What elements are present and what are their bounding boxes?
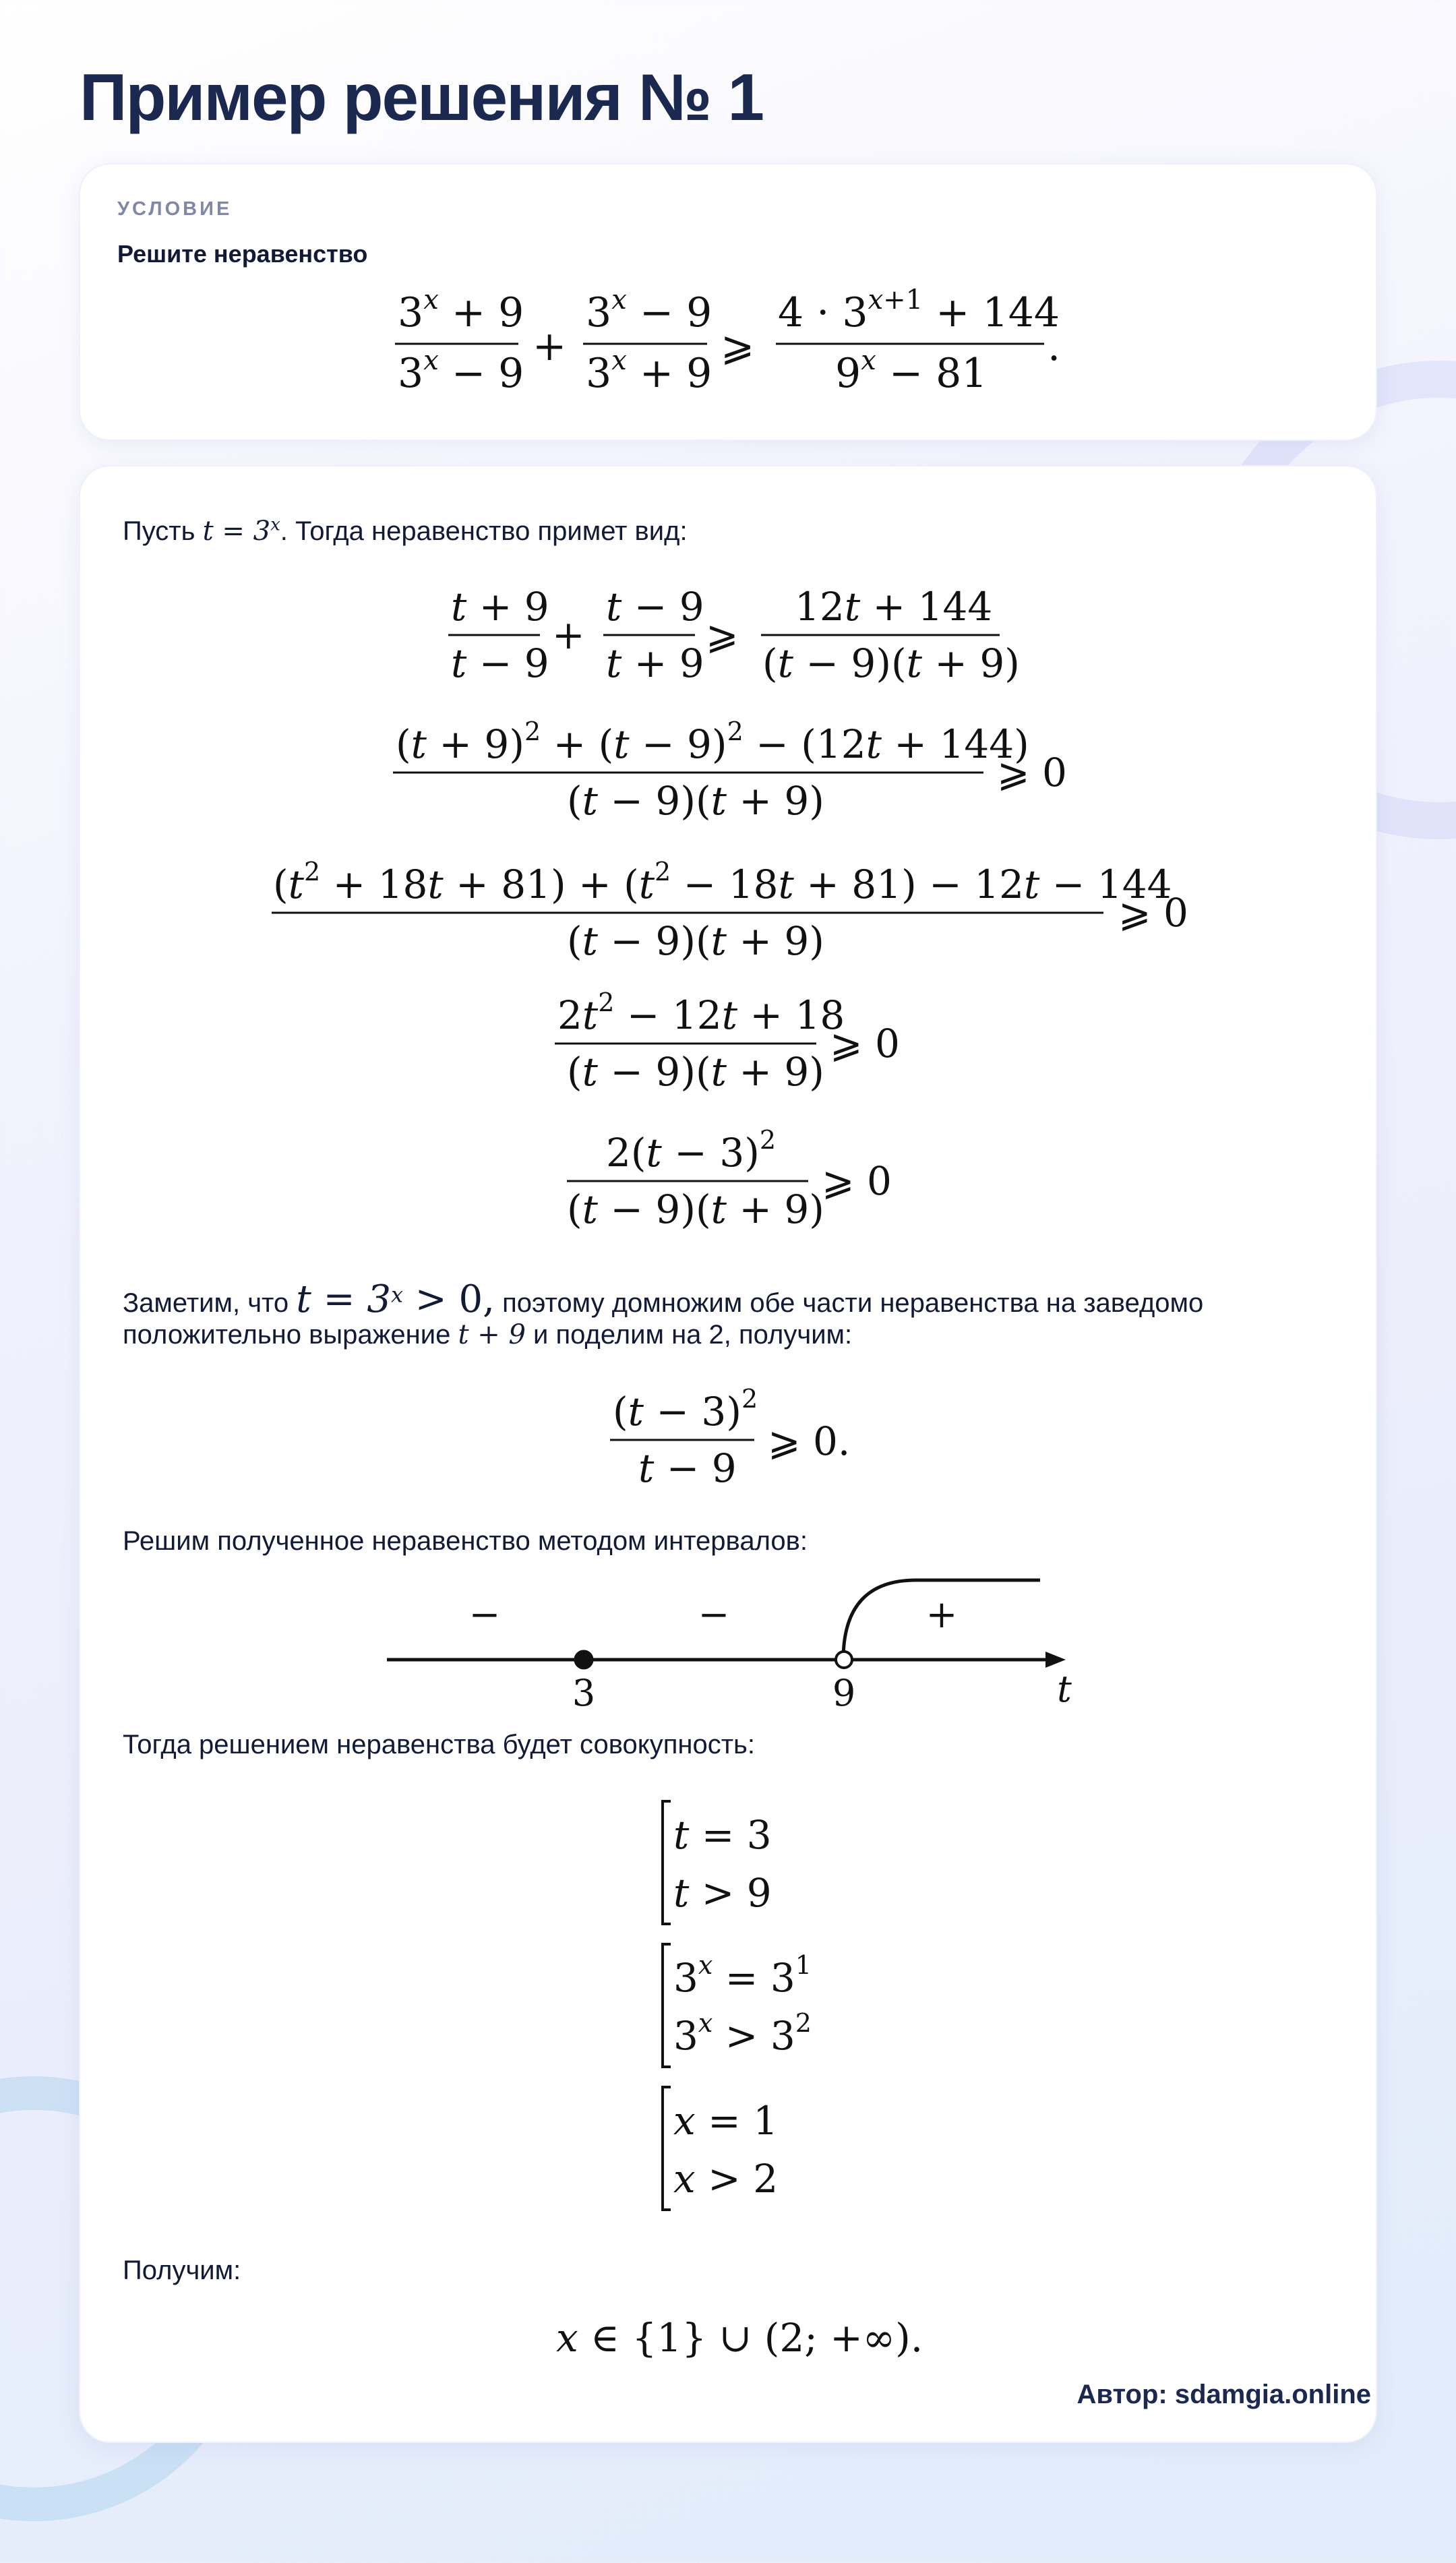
solution-paragraph-intervals: Решим полученное неравенство методом интервалов: bbox=[123, 1526, 808, 1556]
svg-text:t − 9: t − 9 bbox=[451, 640, 549, 686]
svg-text:(t − 3)2: $(t - 3)^2$ bbox=[613, 1384, 758, 1435]
sign-interval-1: − bbox=[468, 1593, 501, 1637]
svg-text:t > 9: t > 9 bbox=[673, 1870, 772, 1916]
author-credit: Автор: sdamgia.online bbox=[1076, 2380, 1371, 2409]
svg-text:(t2 + 18t + 81) + (t2 − 18t +: $(t^2 + 18t + 81) + (t^2 - 18t + 81) - 12t - 144$ bbox=[273, 857, 1172, 907]
sign-interval-3: + bbox=[926, 1593, 958, 1637]
svg-text:(t − 9)(t + 9): (t − 9)(t + 9) bbox=[567, 1186, 824, 1232]
svg-text:2t2 − 12t + 18: $2t^2 - 12t + 18$ bbox=[557, 988, 845, 1038]
svg-text:(t + 9)2 + (t − 9)2 − (12t + 1: $(t + 9)^2 + (t - 9)^2 - (12t + 144)$ bbox=[396, 717, 1029, 767]
svg-text:(t − 9)(t + 9): (t − 9)(t + 9) bbox=[567, 918, 824, 964]
point-label-9: 9 bbox=[832, 1672, 856, 1714]
svg-text:3x − 9: $3^x - 9$ bbox=[398, 345, 524, 397]
svg-text:t + 9: t + 9 bbox=[606, 640, 704, 686]
condition-task: Решите неравенство bbox=[117, 240, 368, 268]
point-label-3: 3 bbox=[572, 1672, 596, 1714]
svg-text:x > 2: x > 2 bbox=[673, 2156, 779, 2202]
condition-inequality bbox=[80, 164, 1378, 442]
svg-text:(t − 9)(t + 9): (t − 9)(t + 9) bbox=[567, 778, 824, 824]
page-title: Пример решения № 1 bbox=[80, 60, 764, 134]
svg-text:(t − 9)(t + 9): (t − 9)(t + 9) bbox=[762, 640, 1020, 686]
svg-text:3x > 32: $3^x > 3^2$ bbox=[673, 2008, 812, 2059]
solution-paragraph-substitution: Пусть $t = 3^x$. Тогда неравенство примет вид: bbox=[123, 514, 688, 547]
condition-label: УСЛОВИЕ bbox=[117, 198, 233, 220]
svg-text:.: . bbox=[1048, 323, 1061, 370]
svg-text:⩾ 0.: ⩾ 0. bbox=[768, 1418, 851, 1464]
svg-text:+: + bbox=[533, 323, 567, 370]
svg-text:3x + 9: $3^x + 9$ bbox=[398, 284, 524, 336]
svg-text:⩾ 0: ⩾ 0 bbox=[1118, 890, 1188, 936]
svg-text:+: + bbox=[552, 612, 585, 658]
svg-text:(t − 9)(t + 9): (t − 9)(t + 9) bbox=[567, 1049, 824, 1095]
svg-text:x = 1: x = 1 bbox=[673, 2098, 779, 2144]
condition-card bbox=[79, 163, 1377, 441]
svg-text:3x = 31: $3^x = 3^1$ bbox=[673, 1950, 812, 2001]
solution-card bbox=[79, 465, 1377, 2443]
svg-text:12t + 144: 12t + 144 bbox=[795, 584, 993, 630]
svg-text:4 · 3x+1 + 144: $4 \cdot 3^x+1 + 144$ bbox=[778, 284, 1060, 336]
solution-paragraph-note-line2: положительно выражение t + 9 и поделим на 2, получим: bbox=[123, 1319, 853, 1350]
svg-text:x ∈ {1} ∪ (2; +∞).: x ∈ {1} ∪ (2; +∞). bbox=[556, 2315, 923, 2361]
svg-text:2(t − 3)2: $2(t - 3)^2$ bbox=[606, 1125, 777, 1176]
svg-text:⩾: ⩾ bbox=[706, 612, 739, 658]
axis-label: t bbox=[1057, 1668, 1072, 1710]
svg-text:⩾ 0: ⩾ 0 bbox=[997, 750, 1067, 795]
solution-paragraph-system: Тогда решением неравенства будет совокупность: bbox=[123, 1730, 755, 1759]
sign-interval-2: − bbox=[698, 1593, 730, 1637]
svg-text:⩾: ⩾ bbox=[721, 323, 755, 370]
svg-text:t + 9: t + 9 bbox=[451, 584, 549, 630]
svg-text:⩾ 0: ⩾ 0 bbox=[822, 1158, 892, 1204]
solution-equations bbox=[80, 466, 1378, 2444]
svg-text:3x + 9: $3^x + 9$ bbox=[586, 345, 712, 397]
solution-paragraph-result: Получим: bbox=[123, 2256, 241, 2285]
svg-text:t − 9: t − 9 bbox=[606, 584, 704, 630]
svg-text:t = 3: t = 3 bbox=[673, 1812, 772, 1858]
svg-text:⩾ 0: ⩾ 0 bbox=[830, 1021, 900, 1066]
svg-text:3x − 9: $3^x - 9$ bbox=[586, 284, 712, 336]
svg-text:9x − 81: $9^x - 81$ bbox=[835, 345, 988, 397]
solution-paragraph-note-line1: Заметим, что $t = 3^x > 0$, поэтому домножим обе части неравенства на заведомо bbox=[123, 1277, 1204, 1321]
svg-text:t − 9: t − 9 bbox=[638, 1445, 737, 1491]
